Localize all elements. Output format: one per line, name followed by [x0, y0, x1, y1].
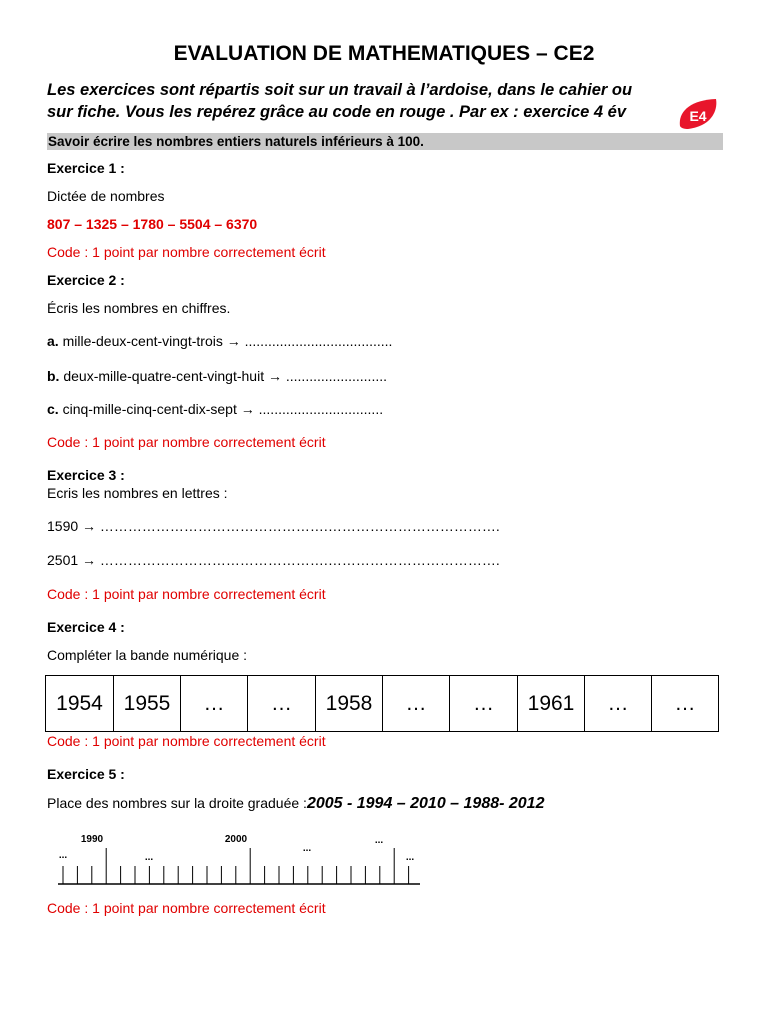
number-line	[48, 826, 428, 892]
ex4-heading: Exercice 4 :	[47, 619, 125, 635]
ex3-line-2501: 2501 → ………………………………………….……………………………….	[47, 552, 500, 568]
ex2-item-text: deux-mille-quatre-cent-vingt-huit → ..........................	[59, 368, 388, 384]
ex3-heading: Exercice 3 :	[47, 467, 125, 483]
number-band-cell[interactable]: …	[181, 676, 248, 732]
ruler-blank-dots[interactable]: ...	[58, 850, 68, 861]
ruler-blank-dots[interactable]: ...	[374, 835, 384, 846]
number-line-ticks	[63, 848, 409, 884]
ex2-item-b	[47, 368, 387, 384]
ex2-item-a	[47, 333, 392, 349]
ex3-code: Code : 1 point par nombre correctement écrit	[47, 586, 326, 602]
badge-label: E4	[689, 108, 707, 124]
ex5-instruction-line	[47, 795, 544, 813]
intro-line-1: Les exercices sont répartis soit sur un travail à l’ardoise, dans le cahier ou	[47, 81, 633, 99]
number-band-cell: 1961	[518, 676, 585, 732]
ex2-item-letter: c.	[47, 401, 59, 417]
ruler-label-1990: 1990	[80, 834, 104, 845]
ex2-item-text: mille-deux-cent-vingt-trois → ......................................	[58, 333, 393, 349]
ex4-instruction: Compléter la bande numérique :	[47, 647, 248, 663]
ex2-heading: Exercice 2 :	[47, 272, 125, 288]
ex2-item-c	[47, 401, 383, 417]
number-band-row	[46, 676, 719, 732]
ex1-numbers: 807 – 1325 – 1780 – 5504 – 6370	[47, 216, 258, 232]
ruler-blank-dots[interactable]: ...	[405, 852, 415, 863]
ex3-line-1590: 1590 → ………………………………………….……………………………….	[47, 518, 500, 534]
number-band-cell[interactable]: …	[450, 676, 518, 732]
ex1-code: Code : 1 point par nombre correctement écrit	[47, 244, 326, 260]
ex5-numbers: 2005 - 1994 – 2010 – 1988- 2012	[306, 795, 545, 812]
number-band-cell[interactable]: …	[248, 676, 316, 732]
number-band-cell: 1955	[114, 676, 181, 732]
ruler-blank-dots[interactable]: ...	[302, 843, 312, 854]
page-title: EVALUATION DE MATHEMATIQUES – CE2	[173, 42, 595, 65]
ex2-item-text: cinq-mille-cinq-cent-dix-sept → ................................	[58, 401, 384, 417]
number-band	[45, 675, 719, 732]
intro-text	[47, 79, 707, 123]
ex3-instruction: Ecris les nombres en lettres :	[47, 485, 228, 501]
intro-line-2: sur fiche. Vous les repérez grâce au code en rouge . Par ex : exercice 4 év	[47, 103, 626, 121]
ex2-code: Code : 1 point par nombre correctement écrit	[47, 434, 326, 450]
ex2-item-letter: b.	[47, 368, 60, 384]
number-band-cell: 1958	[316, 676, 383, 732]
ex5-instruction: Place des nombres sur la droite graduée :	[47, 795, 307, 811]
number-band-cell[interactable]: …	[383, 676, 450, 732]
number-band-cell[interactable]: …	[652, 676, 719, 732]
ex5-heading: Exercice 5 :	[47, 766, 125, 782]
ex4-code: Code : 1 point par nombre correctement écrit	[47, 733, 326, 749]
ex2-instruction: Écris les nombres en chiffres.	[47, 300, 231, 316]
ruler-blank-dots[interactable]: ...	[144, 852, 154, 863]
ex5-code: Code : 1 point par nombre correctement écrit	[47, 900, 326, 916]
ex1-heading: Exercice 1 :	[47, 160, 125, 176]
number-band-cell: 1954	[46, 676, 114, 732]
ruler-label-2000: 2000	[224, 834, 248, 845]
ex2-item-letter: a.	[47, 333, 59, 349]
exercise-code-badge	[676, 98, 719, 130]
ex1-instruction: Dictée de nombres	[47, 188, 165, 204]
number-band-cell[interactable]: …	[585, 676, 652, 732]
section-heading: Savoir écrire les nombres entiers naturels inférieurs à 100.	[47, 133, 723, 150]
